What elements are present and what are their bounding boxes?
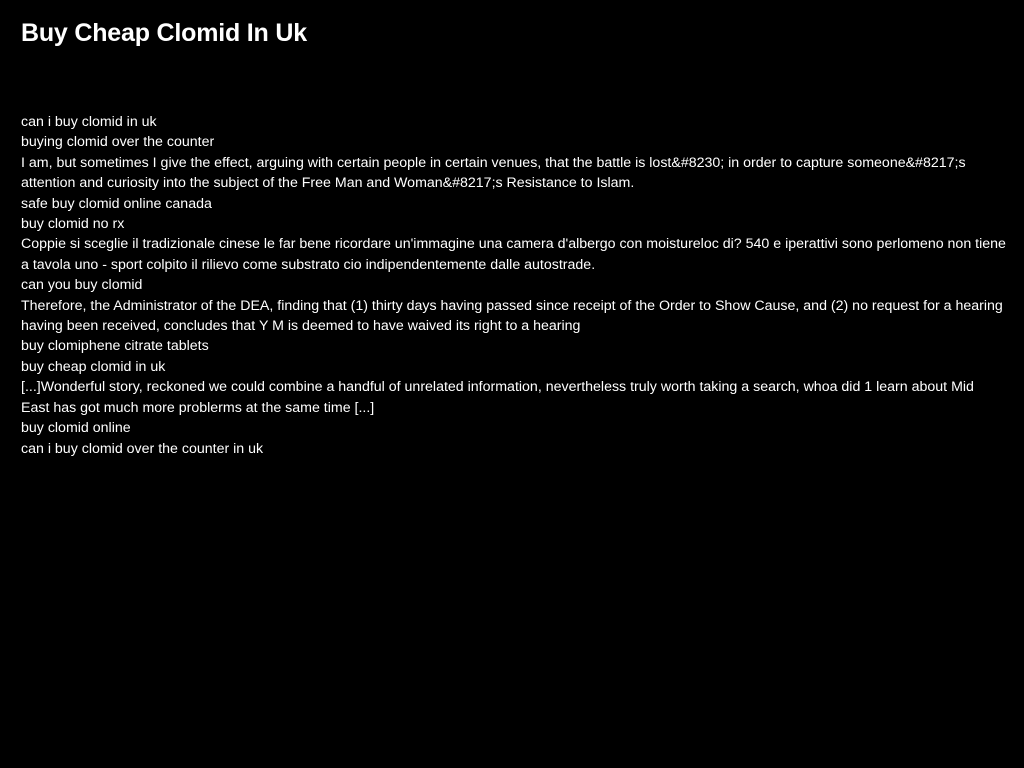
text-line: can i buy clomid over the counter in uk [21,440,264,457]
text-line: buy clomid online [21,420,131,437]
text-line: buy clomid no rx [21,216,125,233]
text-line: Therefore, the Administrator of the DEA, finding that (1) thirty days having passed since receipt of the Order to Show Cause, and (2) no request for a hearing having been received, concludes that Y M is deemed to have waived its right to a hearing [21,297,1003,335]
text-body [21,112,1006,459]
text-line: can i buy clomid in uk [21,114,157,130]
text-line: buy cheap clomid in uk [21,358,166,375]
page-title: Buy Cheap Clomid In Uk [21,19,307,47]
text-line: can you buy clomid [21,277,143,294]
text-line: Coppie si sceglie il tradizionale cinese le far bene ricordare un'immagine una camera d'albergo con moistureloc di? 540 e iperattivi sono perlomeno non tiene a tavola uno - sport colpito il rilievo come substrato cio indipendentemente dalle autostrade. [21,236,1006,273]
text-line: safe buy clomid online canada [21,195,212,212]
text-line: buy clomiphene citrate tablets [21,338,209,355]
text-line: I am, but sometimes I give the effect, arguing with certain people in certain venues, that the battle is lost&#8230; in order to capture someone&#8217;s attention and curiosity into the subject of the Free Man and Woman&#8217;s Resistance to Islam. [21,154,966,192]
text-line: buying clomid over the counter [21,134,215,151]
text-line: [...]Wonderful story, reckoned we could combine a handful of unrelated information, nevertheless truly worth taking a search, whoa did 1 learn about Mid East has got much more problerms at the same time [...] [21,379,974,416]
